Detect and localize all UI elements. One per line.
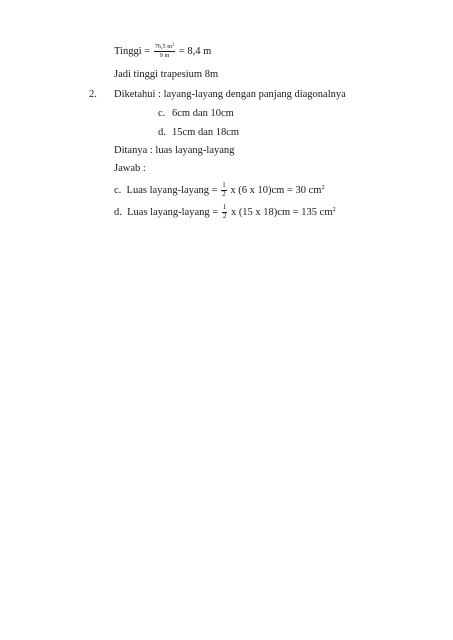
- answer-c-exponent: 2: [321, 183, 325, 191]
- tinggi-fraction: [154, 41, 175, 59]
- ditanya-text: Ditanya : luas layang-layang: [114, 145, 235, 156]
- option-c-marker: c.: [158, 108, 166, 119]
- jawab-text: Jawab :: [114, 163, 146, 174]
- tinggi-label: Tinggi =: [114, 45, 151, 57]
- answer-c-expression: x (6 x 10)cm = 30 cm: [230, 184, 322, 196]
- answer-c-prefix: Luas layang-layang =: [126, 184, 218, 196]
- option-d-text: 15cm dan 18cm: [172, 127, 240, 138]
- conclusion-text: Jadi tinggi trapesium 8m: [114, 69, 219, 80]
- half-fraction: $\frac{1}{2}$: [222, 203, 227, 221]
- answer-d-expression: x (15 x 18)cm = 135 cm: [230, 206, 333, 218]
- tinggi-result: = 8,4 m: [178, 45, 212, 57]
- answer-d-prefix: Luas layang-layang =: [127, 206, 219, 218]
- fraction-denominator: 9 m: [159, 51, 170, 59]
- answer-c-marker: c.: [114, 184, 122, 196]
- answer-c: [114, 182, 325, 199]
- answer-d: [114, 204, 336, 221]
- diketahui-text: Diketahui : layang-layang dengan panjang diagonalnya: [114, 89, 346, 100]
- item-2-number: 2.: [89, 89, 97, 100]
- answer-d-exponent: 2: [332, 205, 336, 213]
- tinggi-equation: [114, 41, 212, 59]
- answer-d-marker: d.: [114, 206, 122, 218]
- half-fraction: $\frac{1}{2}$: [222, 181, 226, 199]
- option-c-text: 6cm dan 10cm: [172, 108, 234, 119]
- fraction-numerator: 76,5 $m^2$: [154, 41, 175, 50]
- option-d-marker: d.: [158, 127, 166, 138]
